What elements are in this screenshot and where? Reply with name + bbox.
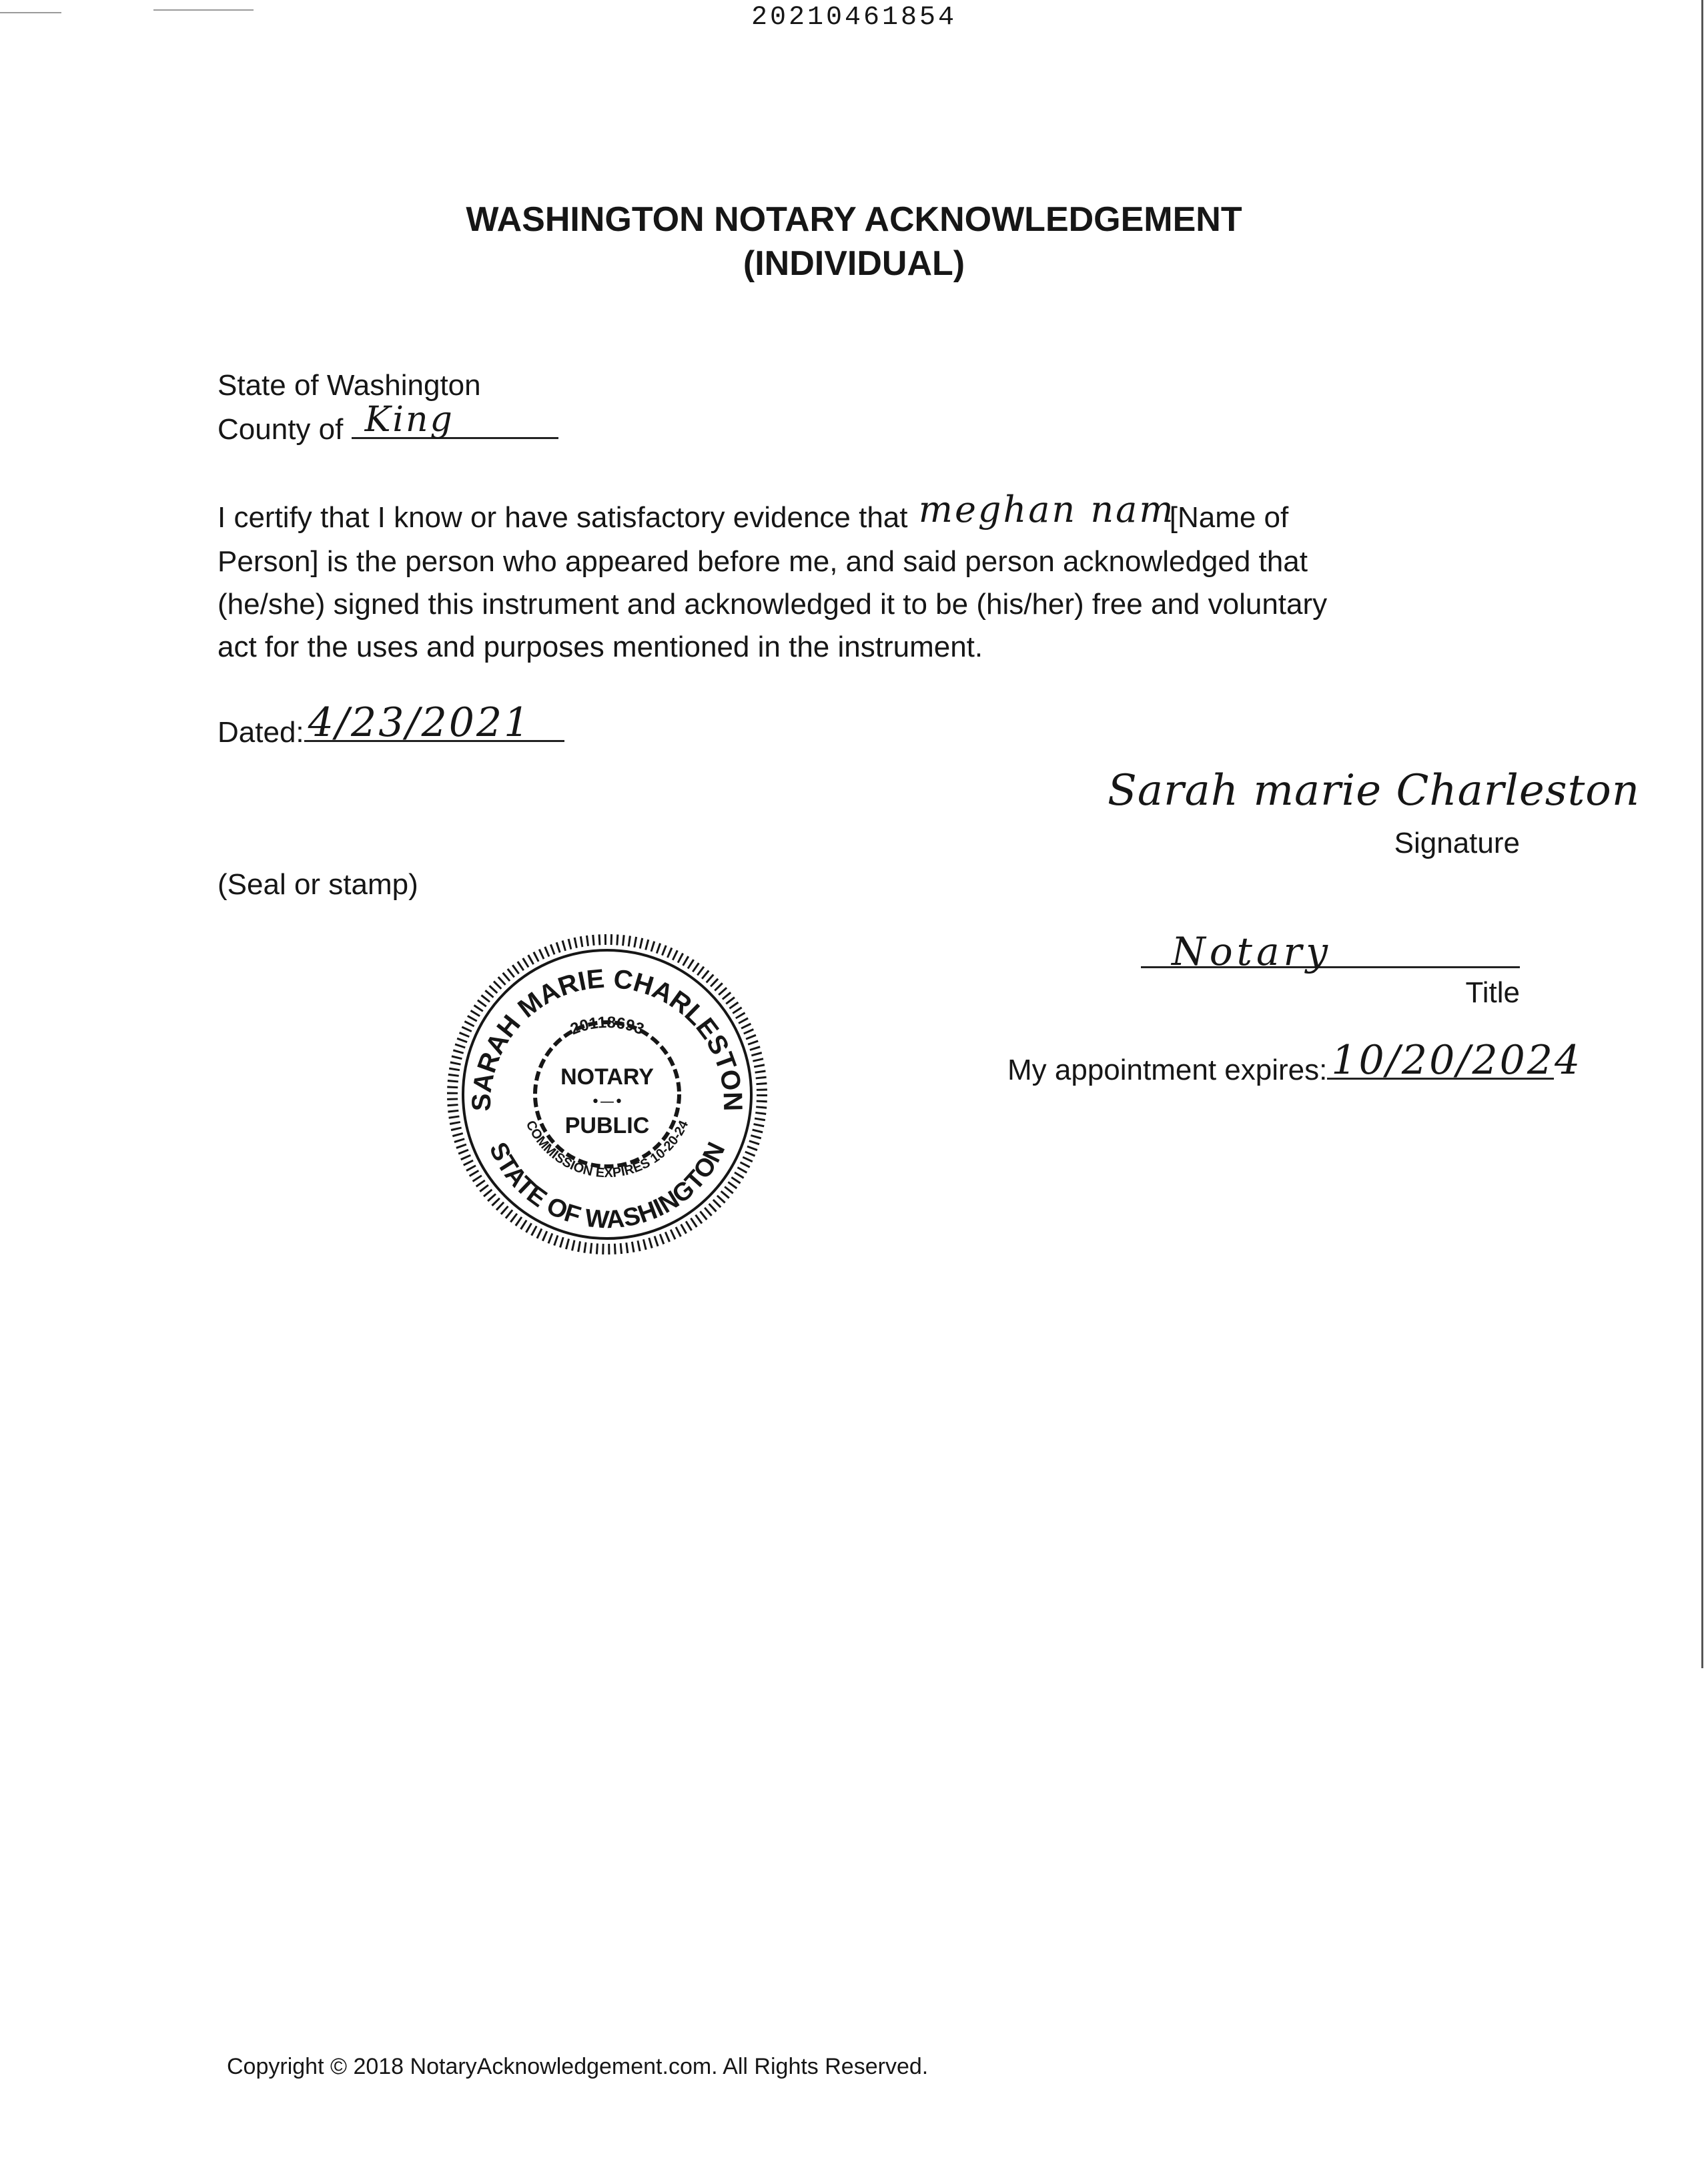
- certify-text-1: I certify that I know or have satisfactory evidence that: [218, 501, 908, 534]
- signature-label: Signature: [1394, 827, 1520, 859]
- dated-label: Dated:: [218, 716, 304, 749]
- certify-text-1-tail: [Name of: [1169, 501, 1289, 534]
- signature-handwritten: Sarah marie Charleston: [1108, 766, 1641, 815]
- title-label: Title: [1465, 976, 1520, 1009]
- certify-line-4: act for the uses and purposes mentioned in the instrument.: [218, 631, 983, 663]
- seal-expires-arc: COMMISSION EXPIRES 10-20-24: [522, 1118, 692, 1181]
- person-name-field: [916, 488, 1176, 530]
- dated-line: [218, 699, 564, 754]
- state-line: State of Washington: [218, 369, 481, 402]
- seal-public-text: PUBLIC: [564, 1113, 650, 1138]
- notary-seal: [440, 928, 774, 1261]
- appointment-field: [1327, 1037, 1583, 1084]
- seal-notary-text: NOTARY: [560, 1064, 654, 1090]
- dated-field: [304, 699, 564, 746]
- appointment-label: My appointment expires:: [1007, 1054, 1328, 1086]
- seal-divider: •—•: [591, 1094, 623, 1110]
- county-field: [352, 400, 558, 440]
- title-line-1: WASHINGTON NOTARY ACKNOWLEDGEMENT: [466, 200, 1242, 239]
- title-line-2: (INDIVIDUAL): [743, 244, 965, 283]
- certify-line-3: (he/she) signed this instrument and acknowledged it to be (his/her) free and voluntary: [218, 588, 1328, 621]
- county-label: County of: [218, 413, 344, 446]
- person-name-handwritten: meghan nam: [918, 488, 1176, 530]
- certify-line-2: Person] is the person who appeared before me, and said person acknowledged that: [218, 545, 1308, 578]
- county-line: [218, 400, 558, 451]
- title-handwritten: Notary: [1172, 929, 1332, 974]
- county-handwritten: King: [364, 400, 454, 440]
- document-title: [0, 198, 1708, 286]
- copyright-notice: Copyright © 2018 NotaryAcknowledgement.com. All Rights Reserved.: [227, 2054, 929, 2079]
- seal-commission-number: 20118693: [568, 1013, 647, 1039]
- dated-handwritten: 4/23/2021: [308, 699, 532, 746]
- certify-line-1: [218, 488, 1289, 539]
- seal-name-arc: SARAH MARIE CHARLESTON: [466, 964, 748, 1112]
- appointment-handwritten: 10/20/2024: [1331, 1037, 1583, 1084]
- recording-number: 20210461854: [751, 3, 957, 33]
- appointment-line: [1007, 1037, 1583, 1092]
- seal-label: (Seal or stamp): [218, 868, 418, 901]
- seal-state-arc: STATE OF WASHINGTON: [483, 1138, 731, 1234]
